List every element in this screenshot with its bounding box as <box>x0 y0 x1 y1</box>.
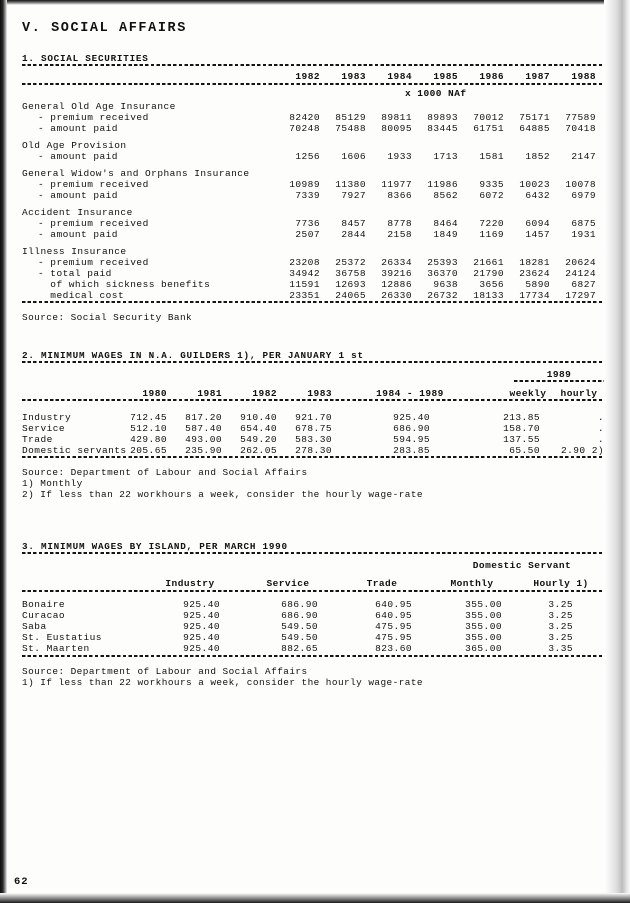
section-3-row-label-4: St. Maarten <box>22 643 90 654</box>
section-3-col-header-0: Industry <box>165 578 215 589</box>
section-1-rule-header <box>22 83 604 85</box>
section-3-source: Source: Department of Labour and Social Affairs <box>22 666 308 677</box>
scan-edge-bottom <box>0 893 630 903</box>
section-1-cell: 18133 <box>473 290 504 301</box>
section-1-row-label-0-0: - premium received <box>38 112 149 123</box>
section-1-cell: 2147 <box>571 151 596 162</box>
section-2-cell: 925.40 <box>393 412 430 423</box>
section-1-cell: 1931 <box>571 229 596 240</box>
section-1-group-heading-3: Accident Insurance <box>22 207 133 218</box>
section-2-row-label-0: Industry <box>22 412 72 423</box>
section-2-rule-top <box>22 361 604 363</box>
section-1-cell: 1581 <box>479 151 504 162</box>
section-1-cell: 20624 <box>565 257 596 268</box>
section-1-cell: 1849 <box>433 229 458 240</box>
section-1-cell: 70248 <box>289 123 320 134</box>
section-1-cell: 9638 <box>433 279 458 290</box>
section-2-row-label-1: Service <box>22 423 66 434</box>
section-2-row-label-2: Trade <box>22 434 53 445</box>
section-1-cell: 17297 <box>565 290 596 301</box>
section-2-cell: 587.40 <box>185 423 222 434</box>
section-2-col-header-0: 1980 <box>142 388 167 399</box>
section-3-spanner-domestic-servant: Domestic Servant <box>472 560 572 571</box>
section-3-cell: 925.40 <box>183 621 220 632</box>
section-1-cell: 89811 <box>381 112 412 123</box>
section-2-cell: 921.70 <box>295 412 332 423</box>
section-1-cell: 75171 <box>519 112 550 123</box>
section-2-row-label-3: Domestic servants <box>22 445 127 456</box>
section-2-cell: 678.75 <box>295 423 332 434</box>
section-1-cell: 2844 <box>341 229 366 240</box>
section-2-cell: 686.90 <box>393 423 430 434</box>
section-3-cell: 686.90 <box>281 610 318 621</box>
section-2-cell: 429.80 <box>130 434 167 445</box>
section-3-cell: 823.60 <box>375 643 412 654</box>
section-1-cell: 1169 <box>479 229 504 240</box>
section-3-cell: 365.00 <box>465 643 502 654</box>
section-2-cell: 549.20 <box>240 434 277 445</box>
section-2-cell: 512.10 <box>130 423 167 434</box>
section-1-group-heading-4: Illness Insurance <box>22 246 127 257</box>
section-2-cell: 262.05 <box>240 445 277 456</box>
section-3-row-label-2: Saba <box>22 621 47 632</box>
section-2-footnote-2: 2) If less than 22 workhours a week, consider the hourly wage-rate <box>22 489 424 500</box>
section-3-cell: 3.25 <box>548 632 573 643</box>
section-3-cell: 925.40 <box>183 599 220 610</box>
section-1-cell: 36758 <box>335 268 366 279</box>
section-3-col-header-3: Monthly <box>450 578 494 589</box>
section-1-cell: 7339 <box>295 190 320 201</box>
section-2-cell: 594.95 <box>393 434 430 445</box>
section-3-rule-top <box>22 552 604 554</box>
section-2-source: Source: Department of Labour and Social Affairs <box>22 467 308 478</box>
section-2-col-header-4: 1984 - 1989 <box>376 388 444 399</box>
section-3-cell: 549.50 <box>281 621 318 632</box>
section-1-cell: 12693 <box>335 279 366 290</box>
section-2-cell: 493.00 <box>185 434 222 445</box>
section-1-cell: 10023 <box>519 179 550 190</box>
section-1-cell: 36370 <box>427 268 458 279</box>
section-1-cell: 1256 <box>295 151 320 162</box>
section-1-row-label-4-0: - premium received <box>38 257 149 268</box>
section-3-cell: 686.90 <box>281 599 318 610</box>
section-1-cell: 21661 <box>473 257 504 268</box>
section-3-cell: 355.00 <box>465 621 502 632</box>
section-2-col-header-3: 1983 <box>307 388 332 399</box>
section-1-cell: 7736 <box>295 218 320 229</box>
section-1-cell: 61751 <box>473 123 504 134</box>
section-1-row-label-3-0: - premium received <box>38 218 149 229</box>
section-1-cell: 8562 <box>433 190 458 201</box>
section-3-cell: 355.00 <box>465 610 502 621</box>
section-3-cell: 3.25 <box>548 599 573 610</box>
section-3-footnote-1: 1) If less than 22 workhours a week, consider the hourly wage-rate <box>22 677 424 688</box>
section-1-cell: 34942 <box>289 268 320 279</box>
section-3-col-header-1: Service <box>266 578 310 589</box>
section-1-cell: 8366 <box>387 190 412 201</box>
section-1-cell: 1606 <box>341 151 366 162</box>
section-1-rule-bottom <box>22 301 604 303</box>
section-2-col-header-5: weekly <box>509 388 547 399</box>
section-1-cell: 6094 <box>525 218 550 229</box>
section-1-cell: 8457 <box>341 218 366 229</box>
section-2-col-header-1: 1981 <box>197 388 222 399</box>
section-1-cell: 21790 <box>473 268 504 279</box>
section-1-row-label-4-2: of which sickness benefits <box>38 279 211 290</box>
section-2-spanner-1989: 1989 <box>546 369 572 380</box>
section-1-cell: 64885 <box>519 123 550 134</box>
section-1-cell: 85129 <box>335 112 366 123</box>
section-2-cell: 910.40 <box>240 412 277 423</box>
section-1-cell: 3656 <box>479 279 504 290</box>
section-2-cell: 283.85 <box>393 445 430 456</box>
section-1-cell: 23208 <box>289 257 320 268</box>
section-1-cell: 6072 <box>479 190 504 201</box>
section-3-rule-header <box>22 590 604 592</box>
section-1-cell: 11380 <box>335 179 366 190</box>
section-1-cell: 77589 <box>565 112 596 123</box>
section-1-cell: 10078 <box>565 179 596 190</box>
section-1-cell: 9335 <box>479 179 504 190</box>
section-1-col-header-1: 1983 <box>341 71 366 82</box>
section-1-cell: 26330 <box>381 290 412 301</box>
section-1-cell: 8778 <box>387 218 412 229</box>
section-1-col-header-0: 1982 <box>295 71 320 82</box>
section-3-cell: 355.00 <box>465 599 502 610</box>
section-1-col-header-6: 1988 <box>571 71 596 82</box>
section-3-cell: 640.95 <box>375 610 412 621</box>
section-2-cell: 278.30 <box>295 445 332 456</box>
section-1-cell: 1713 <box>433 151 458 162</box>
section-1-group-heading-2: General Widow's and Orphans Insurance <box>22 168 250 179</box>
section-3-cell: 475.95 <box>375 621 412 632</box>
section-2-cell: 817.20 <box>185 412 222 423</box>
scan-edge-top <box>0 0 630 5</box>
section-1-source: Source: Social Security Bank <box>22 312 193 323</box>
section-2-cell: 235.90 <box>185 445 222 456</box>
section-3-cell: 3.25 <box>548 621 573 632</box>
section-1-row-label-2-1: - amount paid <box>38 190 118 201</box>
section-1-cell: 6875 <box>571 218 596 229</box>
page-number: 62 <box>14 876 29 888</box>
section-1-unit-label: x 1000 NAf <box>405 88 467 99</box>
section-1-cell: 1852 <box>525 151 550 162</box>
section-3-cell: 475.95 <box>375 632 412 643</box>
section-3-cell: 3.35 <box>548 643 573 654</box>
section-1-cell: 6979 <box>571 190 596 201</box>
section-1-cell: 70418 <box>565 123 596 134</box>
section-2-col-header-2: 1982 <box>252 388 277 399</box>
section-2-cell: . <box>597 423 604 434</box>
section-3-cell: 882.65 <box>281 643 318 654</box>
scan-edge-left <box>0 0 7 903</box>
section-1-cell: 1933 <box>387 151 412 162</box>
section-1-cell: 1457 <box>525 229 550 240</box>
section-2-title: 2. MINIMUM WAGES IN N.A. GUILDERS 1), PER JANUARY 1 st <box>22 350 364 361</box>
section-1-cell: 75488 <box>335 123 366 134</box>
section-1-cell: 26732 <box>427 290 458 301</box>
section-1-cell: 23351 <box>289 290 320 301</box>
section-1-cell: 26334 <box>381 257 412 268</box>
section-1-cell: 24124 <box>565 268 596 279</box>
section-1-cell: 39216 <box>381 268 412 279</box>
section-1-rule-top <box>22 64 604 66</box>
section-1-row-label-1-0: - amount paid <box>38 151 118 162</box>
scan-edge-right <box>604 0 630 903</box>
section-2-cell: 583.30 <box>295 434 332 445</box>
section-3-row-label-1: Curacao <box>22 610 66 621</box>
page-title: V. SOCIAL AFFAIRS <box>22 21 187 36</box>
section-1-cell: 24065 <box>335 290 366 301</box>
section-1-cell: 17734 <box>519 290 550 301</box>
section-3-title: 3. MINIMUM WAGES BY ISLAND, PER MARCH 1990 <box>22 541 288 552</box>
section-1-cell: 5890 <box>525 279 550 290</box>
section-3-col-header-4: Hourly 1) <box>533 578 589 589</box>
section-1-row-label-4-1: - total paid <box>38 268 112 279</box>
section-1-col-header-2: 1984 <box>387 71 412 82</box>
section-2-cell: 654.40 <box>240 423 277 434</box>
section-3-cell: 355.00 <box>465 632 502 643</box>
section-3-cell: 3.25 <box>548 610 573 621</box>
section-1-cell: 25393 <box>427 257 458 268</box>
section-3-cell: 925.40 <box>183 632 220 643</box>
section-2-cell: . <box>597 412 604 423</box>
section-2-rule-spanner <box>514 380 604 382</box>
section-1-cell: 10989 <box>289 179 320 190</box>
section-1-cell: 25372 <box>335 257 366 268</box>
section-1-cell: 7927 <box>341 190 366 201</box>
section-1-cell: 18281 <box>519 257 550 268</box>
section-2-col-header-6: hourly <box>560 388 598 399</box>
section-1-row-label-2-0: - premium received <box>38 179 149 190</box>
section-1-cell: 11591 <box>289 279 320 290</box>
section-2-cell: 158.70 <box>503 423 540 434</box>
section-2-cell: 712.45 <box>130 412 167 423</box>
section-1-group-heading-0: General Old Age Insurance <box>22 101 176 112</box>
section-1-group-heading-1: Old Age Provision <box>22 140 127 151</box>
section-3-row-label-0: Bonaire <box>22 599 66 610</box>
section-1-cell: 2158 <box>387 229 412 240</box>
section-3-cell: 640.95 <box>375 599 412 610</box>
section-1-cell: 70012 <box>473 112 504 123</box>
section-1-cell: 80095 <box>381 123 412 134</box>
section-1-title: 1. SOCIAL SECURITIES <box>22 53 149 64</box>
section-3-cell: 925.40 <box>183 610 220 621</box>
section-2-rule-header <box>22 399 604 401</box>
section-1-cell: 6432 <box>525 190 550 201</box>
section-1-cell: 12886 <box>381 279 412 290</box>
section-2-cell: 205.65 <box>130 445 167 456</box>
section-1-cell: 23624 <box>519 268 550 279</box>
section-1-col-header-5: 1987 <box>525 71 550 82</box>
section-1-cell: 11986 <box>427 179 458 190</box>
section-3-cell: 925.40 <box>183 643 220 654</box>
section-2-cell: 213.85 <box>503 412 540 423</box>
section-1-col-header-4: 1986 <box>479 71 504 82</box>
section-3-row-label-3: St. Eustatius <box>22 632 102 643</box>
section-2-cell: 2.90 2) <box>560 445 604 456</box>
section-2-cell: . <box>597 434 604 445</box>
section-3-cell: 549.50 <box>281 632 318 643</box>
section-2-cell: 65.50 <box>509 445 540 456</box>
section-1-cell: 6827 <box>571 279 596 290</box>
section-1-row-label-0-1: - amount paid <box>38 123 118 134</box>
section-3-rule-bottom <box>22 655 604 657</box>
section-1-cell: 8464 <box>433 218 458 229</box>
section-1-cell: 2507 <box>295 229 320 240</box>
section-2-footnote-1: 1) Monthly <box>22 478 83 489</box>
section-1-cell: 83445 <box>427 123 458 134</box>
section-1-col-header-3: 1985 <box>433 71 458 82</box>
section-1-row-label-3-1: - amount paid <box>38 229 118 240</box>
section-1-cell: 11977 <box>381 179 412 190</box>
section-1-row-label-4-3: medical cost <box>38 290 125 301</box>
section-3-col-header-2: Trade <box>366 578 398 589</box>
section-1-cell: 7220 <box>479 218 504 229</box>
section-1-cell: 89893 <box>427 112 458 123</box>
section-2-cell: 137.55 <box>503 434 540 445</box>
section-1-cell: 82420 <box>289 112 320 123</box>
section-2-rule-bottom <box>22 456 604 458</box>
